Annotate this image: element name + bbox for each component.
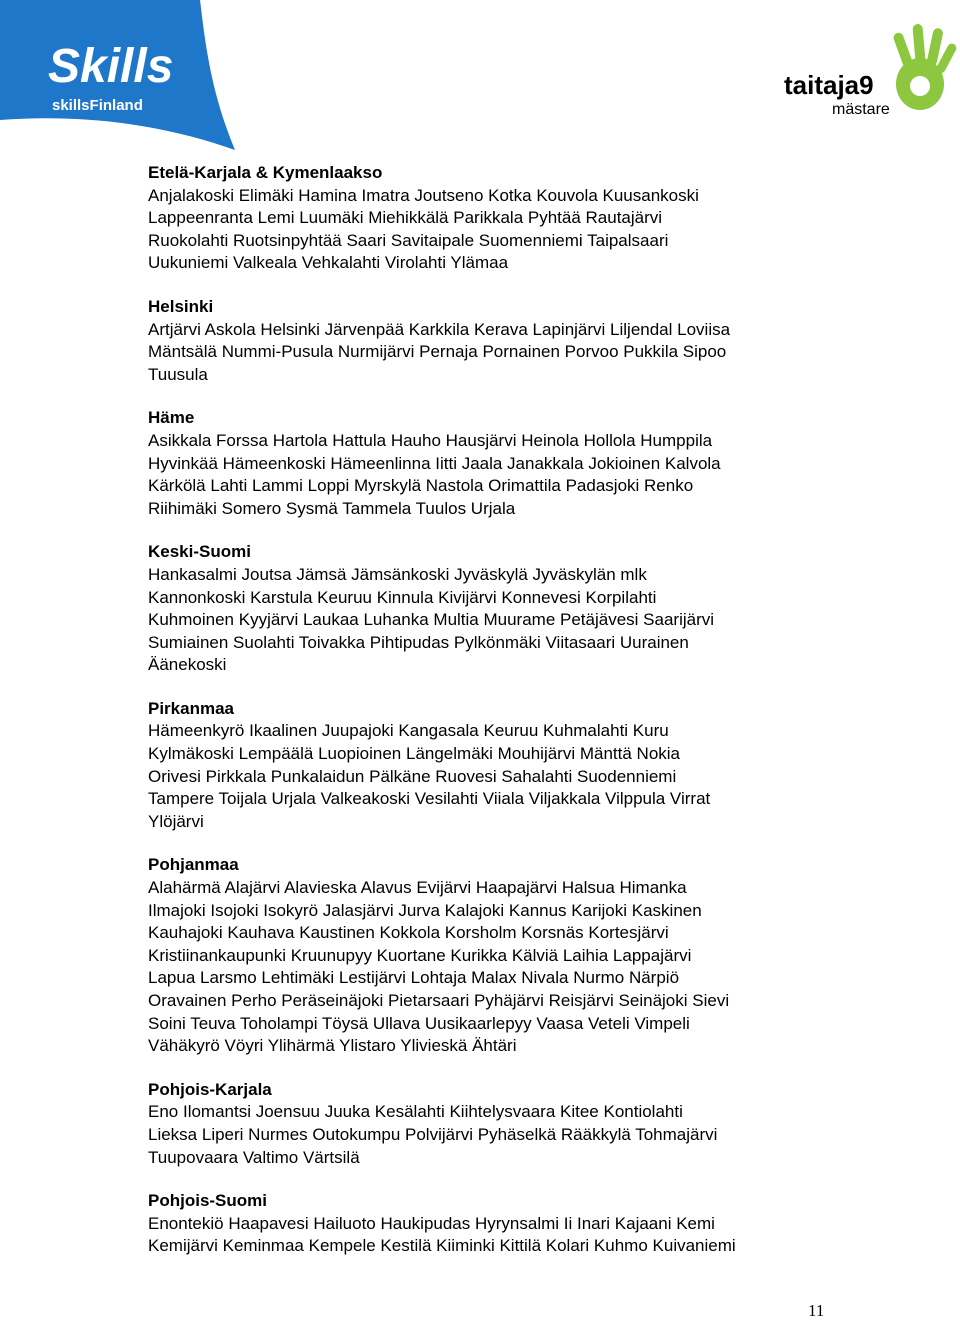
municipality-line: Tuusula (148, 364, 208, 384)
municipality-line: Hankasalmi Joutsa Jämsä Jämsänkoski Jyväskylä Jyväskylän mlk (148, 564, 647, 584)
municipality-line: Äänekoski (148, 655, 227, 675)
municipality-line: Ruokolahti Ruotsinpyhtää Saari Savitaipale Suomenniemi Taipalsaari (148, 230, 669, 250)
section-pohjois-karjala (148, 1079, 868, 1169)
municipality-line: Vähäkyrö Vöyri Ylihärmä Ylistaro Ylivieskä Ähtäri (148, 1036, 517, 1056)
municipality-line: Oravainen Perho Peräseinäjoki Pietarsaari Pyhäjärvi Reisjärvi Seinäjoki Sievi (148, 991, 730, 1010)
section-helsinki (148, 296, 868, 386)
municipality-line: Kristiinankaupunki Kruunupyy Kuortane Kurikka Kälviä Laihia Lappajärvi (148, 945, 692, 965)
municipality-line: Orivesi Pirkkala Punkalaidun Pälkäne Ruovesi Sahalahti Suodenniemi (148, 766, 677, 786)
hand-icon (892, 24, 958, 110)
municipality-line: Soini Teuva Toholampi Töysä Ullava Uusikaarlepyy Vaasa Veteli Vimpeli (148, 1013, 690, 1033)
taitaja-logo-subword: mästare (832, 101, 890, 118)
region-municipality-list (148, 162, 868, 1279)
section-title: Keski-Suomi (148, 542, 251, 562)
skills-finland-logo (0, 0, 240, 160)
section-title: Helsinki (148, 296, 214, 316)
municipality-line: Riihimäki Somero Sysmä Tammela Tuulos Urjala (148, 498, 516, 518)
section-title: Pohjanmaa (148, 855, 239, 875)
municipality-line: Enontekiö Haapavesi Hailuoto Haukipudas Hyrynsalmi Ii Inari Kajaani Kemi (148, 1213, 715, 1233)
municipality-line: Asikkala Forssa Hartola Hattula Hauho Hausjärvi Heinola Hollola Humppila (148, 430, 713, 450)
section-hame (148, 407, 868, 520)
municipality-line: Alahärmä Alajärvi Alavieska Alavus Evijärvi Haapajärvi Halsua Himanka (148, 878, 687, 898)
municipality-line: Kemijärvi Keminmaa Kempele Kestilä Kiiminki Kittilä Kolari Kuhmo Kuivaniemi (148, 1236, 736, 1256)
municipality-line: Lapua Larsmo Lehtimäki Lestijärvi Lohtaja Malax Nivala Nurmo Närpiö (148, 968, 680, 988)
municipality-line: Artjärvi Askola Helsinki Järvenpää Karkkila Kerava Lapinjärvi Liljendal Loviisa (148, 319, 731, 339)
municipality-line: Tuupovaara Valtimo Värtsilä (148, 1147, 360, 1167)
municipality-line: Ylöjärvi (148, 811, 204, 831)
municipality-line: Lappeenranta Lemi Luumäki Miehikkälä Parikkala Pyhtää Rautajärvi (148, 208, 663, 228)
municipality-line: Kannonkoski Karstula Keuruu Kinnula Kivijärvi Konnevesi Korpilahti (148, 587, 657, 607)
municipality-line: Hyvinkää Hämeenkoski Hämeenlinna Iitti Jaala Janakkala Jokioinen Kalvola (148, 453, 721, 473)
section-keski-suomi (148, 541, 868, 677)
section-pohjois-suomi (148, 1190, 868, 1258)
municipality-line: Uukuniemi Valkeala Vehkalahti Virolahti Ylämaa (148, 253, 509, 273)
municipality-line: Sumiainen Suolahti Toivakka Pihtipudas Pylkönmäki Viitasaari Uurainen (148, 632, 689, 652)
municipality-line: Kuhmoinen Kyyjärvi Laukaa Luhanka Multia Muurame Petäjävesi Saarijärvi (148, 610, 715, 630)
section-etela-karjala (148, 162, 868, 275)
municipality-line: Tampere Toijala Urjala Valkeakoski Vesilahti Viiala Viljakkala Vilppula Virrat (148, 789, 711, 809)
skills-logo-subword: skillsFinland (52, 97, 143, 114)
section-title: Pohjois-Karjala (148, 1079, 272, 1099)
section-title: Pohjois-Suomi (148, 1191, 267, 1211)
taitaja-logo (780, 22, 960, 132)
municipality-line: Lieksa Liperi Nurmes Outokumpu Polvijärvi Pyhäselkä Rääkkylä Tohmajärvi (148, 1124, 718, 1144)
page-number: 11 (808, 1301, 825, 1320)
section-title: Pirkanmaa (148, 698, 234, 718)
municipality-line: Kauhajoki Kauhava Kaustinen Kokkola Korsholm Korsnäs Kortesjärvi (148, 923, 669, 943)
section-title: Häme (148, 408, 195, 428)
municipality-line: Kärkölä Lahti Lammi Loppi Myrskylä Nastola Orimattila Padasjoki Renko (148, 476, 694, 496)
section-title: Etelä-Karjala & Kymenlaakso (148, 163, 383, 182)
section-pohjanmaa (148, 854, 868, 1057)
skills-logo-word: Skills (48, 40, 174, 93)
municipality-line: Ilmajoki Isojoki Isokyrö Jalasjärvi Jurva Kalajoki Kannus Karijoki Kaskinen (148, 900, 702, 920)
municipality-line: Eno Ilomantsi Joensuu Juuka Kesälahti Kiihtelysvaara Kitee Kontiolahti (148, 1102, 683, 1122)
section-pirkanmaa (148, 698, 868, 834)
municipality-line: Hämeenkyrö Ikaalinen Juupajoki Kangasala Keuruu Kuhmalahti Kuru (148, 721, 669, 741)
municipality-line: Mäntsälä Nummi-Pusula Nurmijärvi Pernaja Pornainen Porvoo Pukkila Sipoo (148, 342, 727, 362)
municipality-line: Anjalakoski Elimäki Hamina Imatra Joutseno Kotka Kouvola Kuusankoski (148, 185, 699, 205)
municipality-line: Kylmäkoski Lempäälä Luopioinen Längelmäki Mouhijärvi Mänttä Nokia (148, 744, 681, 764)
taitaja-logo-word: taitaja9 (784, 70, 874, 100)
